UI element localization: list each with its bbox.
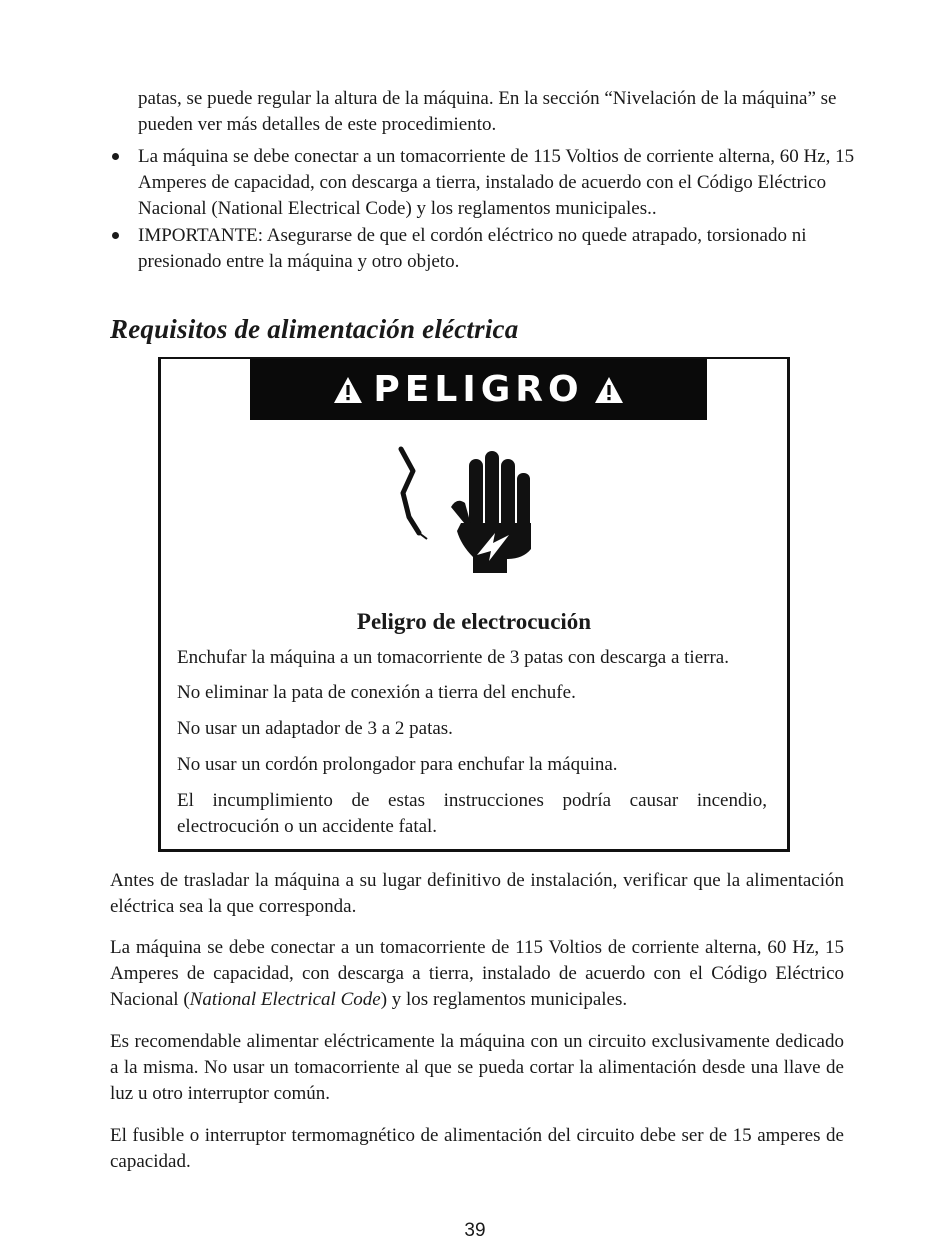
warning-triangle-icon <box>594 376 624 404</box>
danger-instruction: No usar un cordón prolongador para enchufar la máquina. <box>177 754 618 775</box>
body-paragraph: Antes de trasladar la máquina a su lugar definitivo de instalación, verificar que la alimentación eléctrica sea la que corresponda. <box>110 870 844 917</box>
danger-instruction: No eliminar la pata de conexión a tierra del enchufe. <box>177 682 576 703</box>
danger-instruction: No usar un adaptador de 3 a 2 patas. <box>177 718 453 739</box>
continuation-text: patas, se puede regular la altura de la máquina. En la sección “Nivelación de la máquina” se pueden ver más detalles de este procedimiento. <box>138 88 837 135</box>
danger-title: Peligro de electrocución <box>356 609 592 634</box>
bullet-text: IMPORTANTE: Asegurarse de que el cordón eléctrico no quede atrapado, torsionado ni presionado entre la máquina y otro objeto. <box>138 225 807 272</box>
body-paragraph <box>110 935 844 1013</box>
warning-triangle-icon <box>333 376 363 404</box>
bullet-icon <box>112 232 119 239</box>
page-number: 39 <box>464 1220 486 1241</box>
electrical-shock-hand-icon <box>391 445 561 575</box>
bullet-text: La máquina se debe conectar a un tomacorriente de 115 Voltios de corriente alterna, 60 Hz, 15 Amperes de capacidad, con descarga a tierra, instalado de acuerdo con el Código Eléctrico Nacional (National Electrical Code) y los reglamentos municipales.. <box>138 146 855 219</box>
italic-reference: National Electrical Code <box>189 989 381 1010</box>
bullet-icon <box>112 153 119 160</box>
danger-instruction: El incumplimiento de estas instrucciones podría causar incendio, electrocución o un accidente fatal. <box>177 790 767 837</box>
danger-header <box>250 359 707 420</box>
body-paragraph: El fusible o interruptor termomagnético de alimentación del circuito debe ser de 15 amperes de capacidad. <box>110 1125 844 1172</box>
paragraph-text: La máquina se debe conectar a un tomacorriente de 115 Voltios de corriente alterna, 60 Hz, 15 Amperes de capacidad, con descarga a tierra, instalado de acuerdo con el Código Eléctrico Nacional ( <box>110 937 844 1010</box>
paragraph-text: ) y los reglamentos municipales. <box>380 989 628 1010</box>
section-heading: Requisitos de alimentación eléctrica <box>110 314 519 344</box>
danger-label: PELIGRO <box>373 369 584 410</box>
danger-warning-box <box>158 357 790 852</box>
body-paragraph: Es recomendable alimentar eléctricamente la máquina con un circuito exclusivamente dedicado a la misma. No usar un tomacorriente al que se pueda cortar la alimentación desde una llave de luz u otro interruptor común. <box>110 1031 844 1104</box>
danger-instruction: Enchufar la máquina a un tomacorriente de 3 patas con descarga a tierra. <box>177 647 729 668</box>
